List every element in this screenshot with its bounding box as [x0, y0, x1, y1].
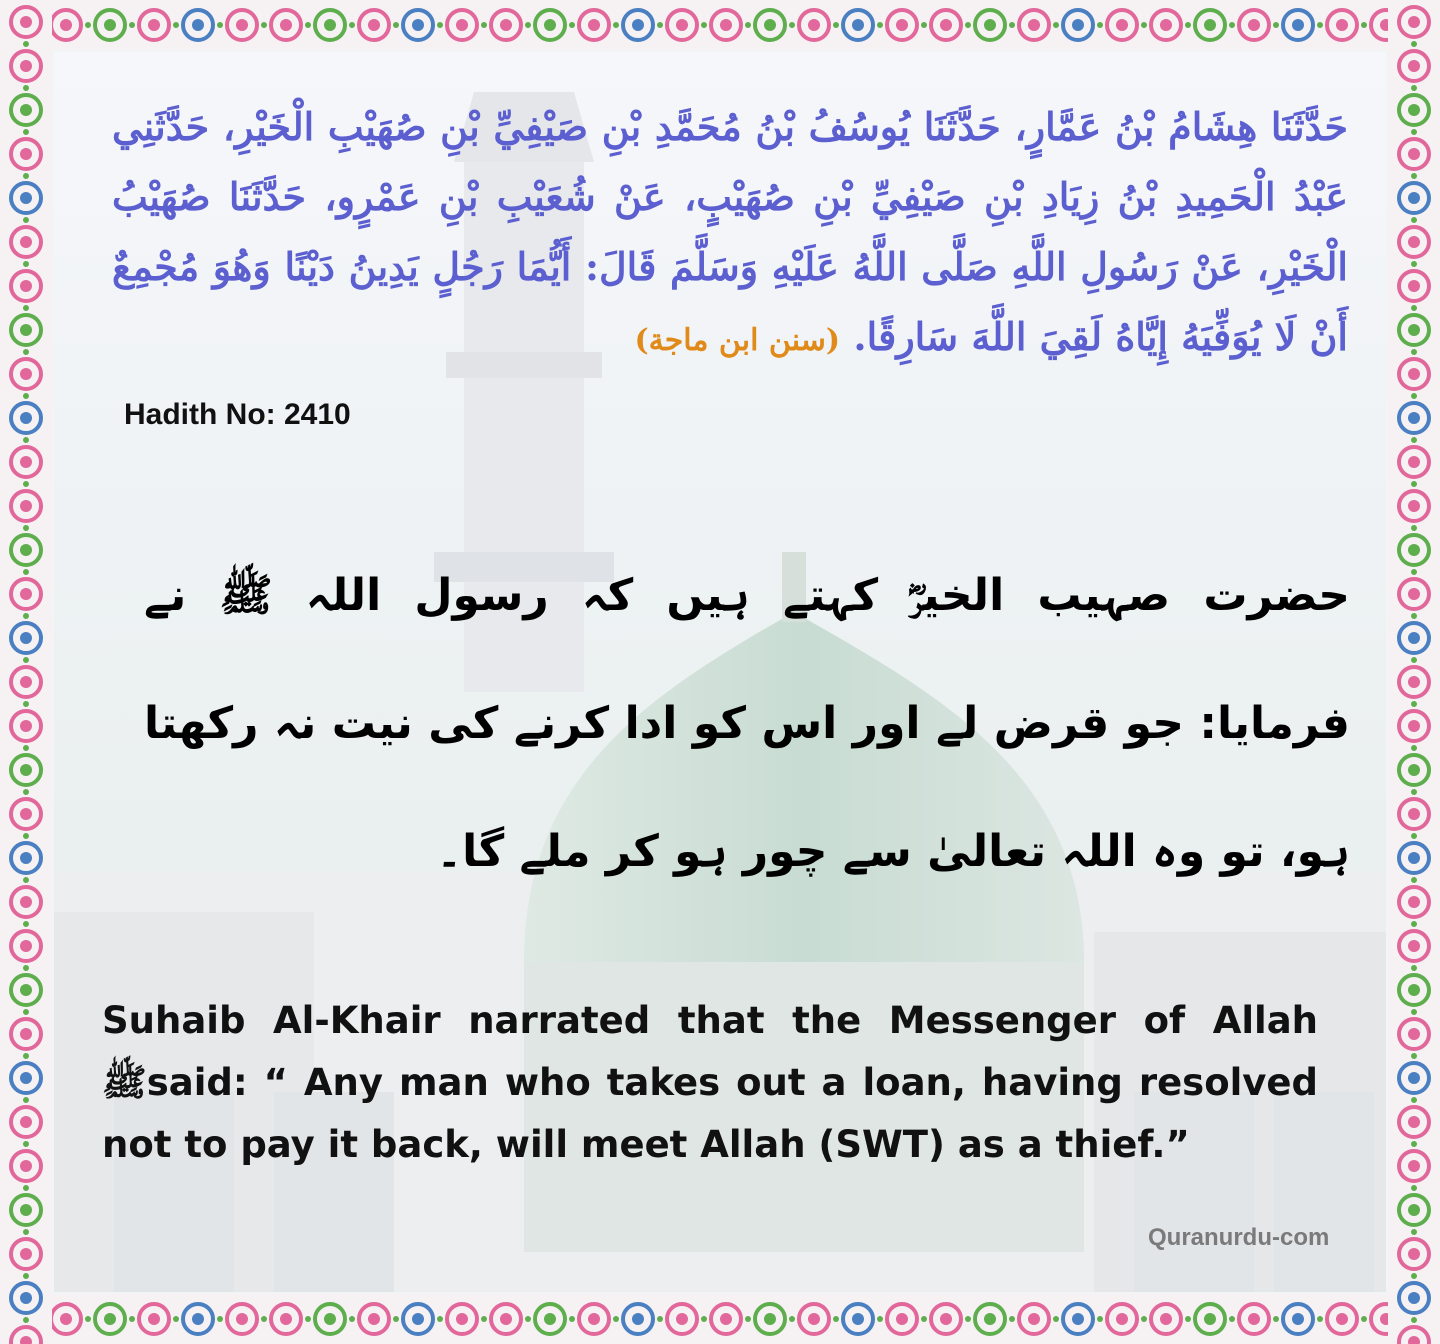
arabic-hadith-text — [112, 92, 1348, 376]
content-panel — [54, 52, 1386, 1292]
hadith-number: Hadith No: 2410 — [124, 398, 351, 431]
ornamental-border-top — [0, 0, 1440, 50]
ornamental-border-bottom — [0, 1294, 1440, 1344]
site-watermark: Quranurdu-com — [1148, 1224, 1330, 1251]
urdu-translation: حضرت صہیب الخیرؓ کہتے ہیں کہ رسول اللہ ﷺ نے فرمایا: جو قرض لے اور اس کو ادا کرنے کی نیت نہ رکھتا ہو، تو وہ اللہ تعالیٰ سے چور ہو کر ملے گا۔ — [144, 570, 1350, 877]
hadith-source: (سنن ابن ماجة) — [634, 323, 841, 358]
arabic-body: حَدَّثَنَا هِشَامُ بْنُ عَمَّارٍ، حَدَّثَنَا يُوسُفُ بْنُ مُحَمَّدِ بْنِ صَيْفِيِّ بْنِ صُهَيْبِ الْخَيْرِ، حَدَّثَنِي عَبْدُ الْحَمِيدِ بْنُ زِيَادِ بْنِ صَيْفِيِّ بْنِ صُهَيْبٍ، عَنْ شُعَيْبِ بْنِ عَمْرٍو، حَدَّثَنَا صُهَيْبُ الْخَيْرِ، عَنْ رَسُولِ اللَّهِ صَلَّى اللَّهُ عَلَيْهِ وَسَلَّمَ قَالَ: أَيُّمَا رَجُلٍ يَدِينُ دَيْنًا وَهُوَ مُجْمِعٌ أَنْ لَا يُوَفِّيَهُ إِيَّاهُ لَقِيَ اللَّهَ سَارِقًا. — [112, 104, 1348, 359]
ornamental-border-right — [1388, 0, 1440, 1344]
ornamental-border-left — [0, 0, 52, 1344]
english-translation: Suhaib Al-Khair narrated that the Messenger of Allah ﷺsaid: “ Any man who takes out a loan, having resolved not to pay it back, will meet Allah (SWT) as a thief.” — [102, 999, 1318, 1166]
